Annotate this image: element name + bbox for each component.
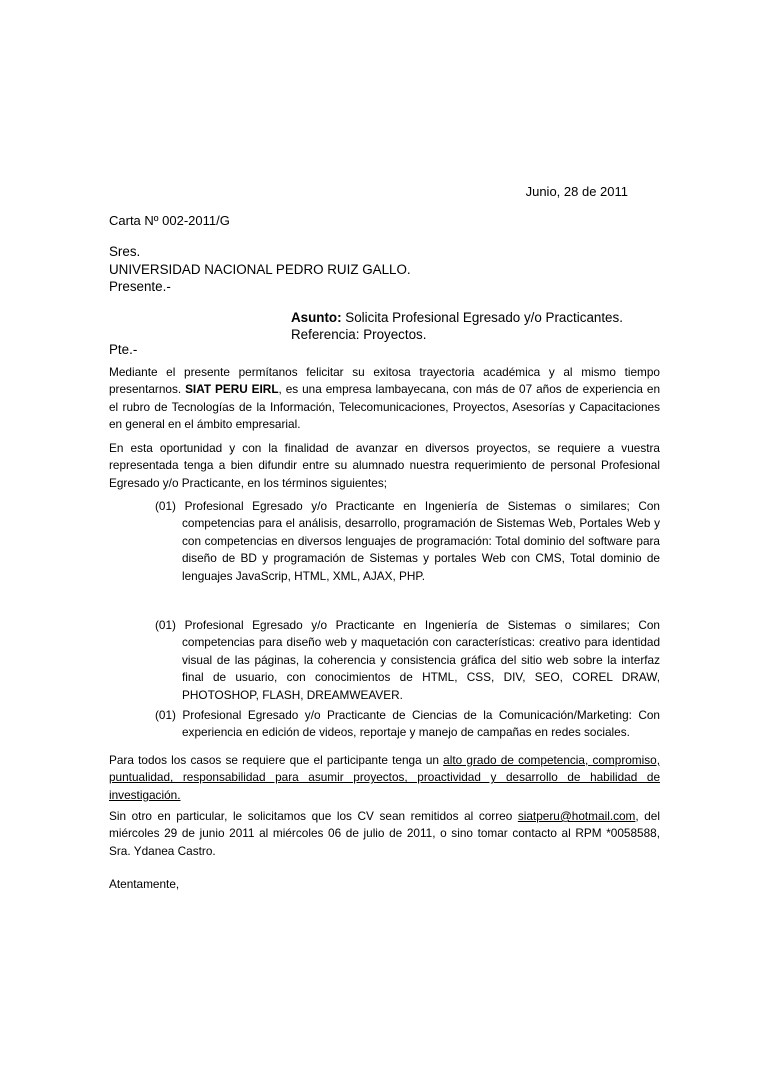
intro-text-before: Mediante el presente permítanos felicitar su exitosa trayectoria académica y al mismo tiempo presentarnos. xyxy=(109,365,660,397)
letter-date: Junio, 28 de 2011 xyxy=(525,184,628,199)
recipient-block xyxy=(109,243,411,296)
recipient-institution: UNIVERSIDAD NACIONAL PEDRO RUIZ GALLO. xyxy=(109,261,411,277)
request-paragraph: En esta oportunidad y con la finalidad de avanzar en diversos proyectos, se requiere a vuestra representada tenga a bien difundir entre su alumnado nuestra requerimiento de personal Profesional Egresado y/o Practicante, en los términos siguientes; xyxy=(109,441,660,490)
company-name: SIAT PERU EIRL xyxy=(185,382,279,397)
requirement-item-2: (01) Profesional Egresado y/o Practicante en Ingeniería de Sistemas o similares; Con competencias para diseño web y maquetación con características: creativo para identidad visual de las páginas, la coherencia y consistencia gráfica del sitio web sobre la interfaz final de usuario, con conocimientos de HTML, CSS, DIV, SEO, COREL DRAW, PHOTOSHOP, FLASH, DREAMWEAVER. xyxy=(155,618,660,702)
requirement-item-3: (01) Profesional Egresado y/o Practicante de Ciencias de la Comunicación/Marketing: Con experiencia en edición de videos, reportaje y manejo de campañas en redes sociales. xyxy=(155,708,660,740)
reference-line: Referencia: Proyectos. xyxy=(291,327,427,342)
contact-email-link[interactable]: siatperu@hotmail.com xyxy=(517,809,636,823)
intro-text-after: , es una empresa lambayecana, con más de 07 años de experiencia en el rubro de Tecnologías de la Información, Telecomunicaciones, Proyectos, Asesorías y Capacitaciones en general en el ámbito empresarial. xyxy=(109,382,660,432)
subject-text: Solicita Profesional Egresado y/o Practicantes. xyxy=(341,310,623,325)
requirements-text-before: Para todos los casos se requiere que el participante tenga un xyxy=(109,753,444,767)
contact-text-after: , del miércoles 29 de junio 2011 al miércoles 06 de julio de 2011, o sino tomar contacto al RPM *0058588, Sra. Ydanea Castro. xyxy=(109,809,660,858)
requirements-paragraph xyxy=(109,752,660,804)
subject-line xyxy=(291,309,623,326)
subject-block xyxy=(291,309,623,343)
subject-label: Asunto: xyxy=(291,310,342,325)
closing-line: Atentamente, xyxy=(109,877,180,891)
contact-text-before: Sin otro en particular, le solicitamos que los CV sean remitidos al correo xyxy=(109,809,518,823)
intro-paragraph xyxy=(109,364,660,434)
recipient-presente: Presente.- xyxy=(109,279,171,294)
requirement-item-1: (01) Profesional Egresado y/o Practicante en Ingeniería de Sistemas o similares; Con competencias para el análisis, desarrollo, programación de Sistemas Web, Portales Web y con competencias en diversos lenguajes de programación: Total dominio del software para diseño de BD y programación de Sistemas y portales Web con CMS, Total dominio de lenguajes JavaScrip, HTML, XML, AJAX, PHP. xyxy=(155,499,660,583)
pte-line: Pte.- xyxy=(109,342,138,357)
requirements-underlined: alto grado de competencia, compromiso, puntualidad, responsabilidad para asumir proyectos, proactividad y desarrollo de habilidad de investigación. xyxy=(109,753,660,802)
recipient-salutation: Sres. xyxy=(109,244,141,259)
contact-paragraph xyxy=(109,808,660,860)
letter-reference-number: Carta Nº 002-2011/G xyxy=(109,213,230,228)
